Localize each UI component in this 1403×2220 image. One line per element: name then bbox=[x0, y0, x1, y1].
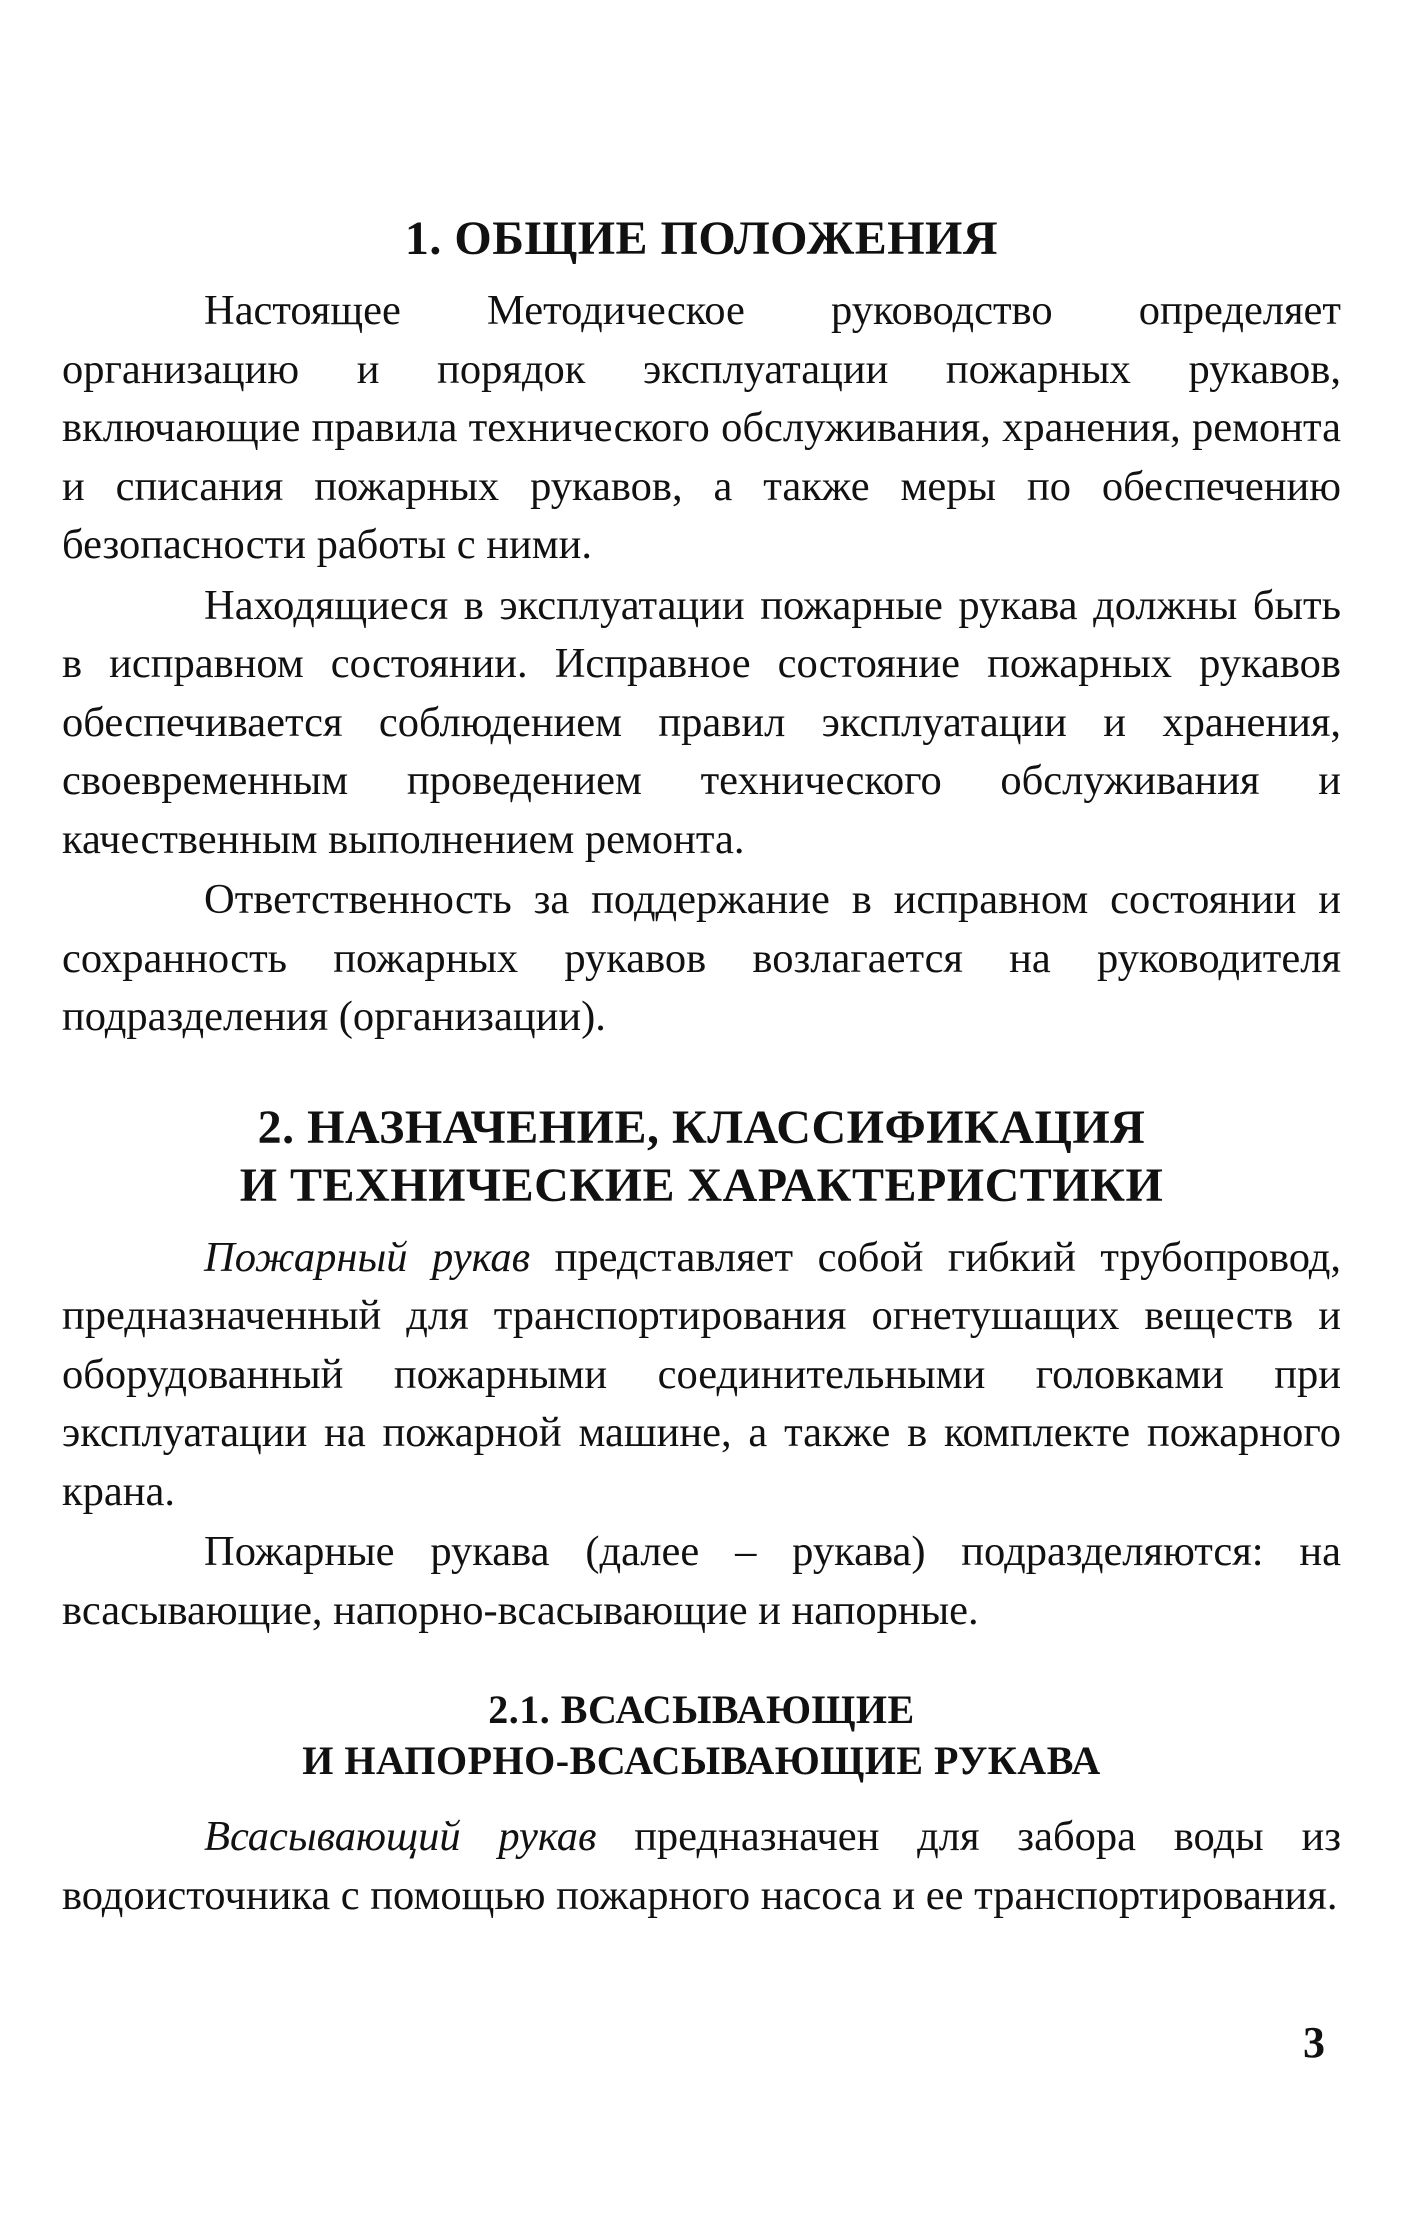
section-general-provisions bbox=[62, 210, 1341, 1047]
section-purpose-classification bbox=[62, 1099, 1341, 1641]
definition-text: представляет собой гибкий трубопровод, предназначенный для транспортирования огнетушащих веществ и оборудованный пожарными соединительными головками при эксплуатации на пожарной машине, а также в комплекте пожарного крана. bbox=[62, 1233, 1342, 1515]
heading-line: 2.1. ВСАСЫВАЮЩИЕ bbox=[488, 1687, 915, 1732]
paragraph bbox=[62, 1229, 1341, 1522]
defined-term: Пожарный рукав bbox=[204, 1233, 531, 1281]
paragraph: Пожарные рукава (далее – рукава) подразделяются: на всасывающие, напорно-всасывающие и напорные. bbox=[62, 1528, 1341, 1634]
section-2-heading bbox=[62, 1099, 1341, 1215]
heading-line: 2. НАЗНАЧЕНИЕ, КЛАССИФИКАЦИЯ bbox=[257, 1100, 1146, 1154]
heading-line: И НАПОРНО-ВСАСЫВАЮЩИЕ РУКАВА bbox=[302, 1738, 1101, 1783]
definition-text: предназначен для забора воды из водоисточника с помощью пожарного насоса и ее транспортирования. bbox=[62, 1813, 1341, 1919]
section-1-heading: 1. ОБЩИЕ ПОЛОЖЕНИЯ bbox=[404, 212, 999, 265]
heading-line: И ТЕХНИЧЕСКИЕ ХАРАКТЕРИСТИКИ bbox=[239, 1158, 1164, 1212]
section-suction-hoses bbox=[62, 1684, 1341, 1925]
subsection-2-1-heading bbox=[62, 1684, 1341, 1786]
page-number: 3 bbox=[1303, 2018, 1325, 2067]
paragraph: Ответственность за поддержание в исправном состоянии и сохранность пожарных рукавов возлагается на руководителя подразделения (организации). bbox=[62, 876, 1341, 1040]
paragraph: Находящиеся в эксплуатации пожарные рукава должны быть в исправном состоянии. Исправное состояние пожарных рукавов обеспечивается соблюдением правил эксплуатации и хранения, своевременным проведением технического обслуживания и качественным выполнением ремонта. bbox=[62, 581, 1341, 863]
defined-term: Всасывающий рукав bbox=[204, 1813, 597, 1860]
paragraph bbox=[62, 1808, 1341, 1925]
paragraph: Настоящее Методическое руководство определяет организацию и порядок эксплуатации пожарных рукавов, включающие правила технического обслуживания, хранения, ремонта и списания пожарных рукавов, а также меры по обеспечению безопасности работы с ними. bbox=[62, 287, 1341, 568]
